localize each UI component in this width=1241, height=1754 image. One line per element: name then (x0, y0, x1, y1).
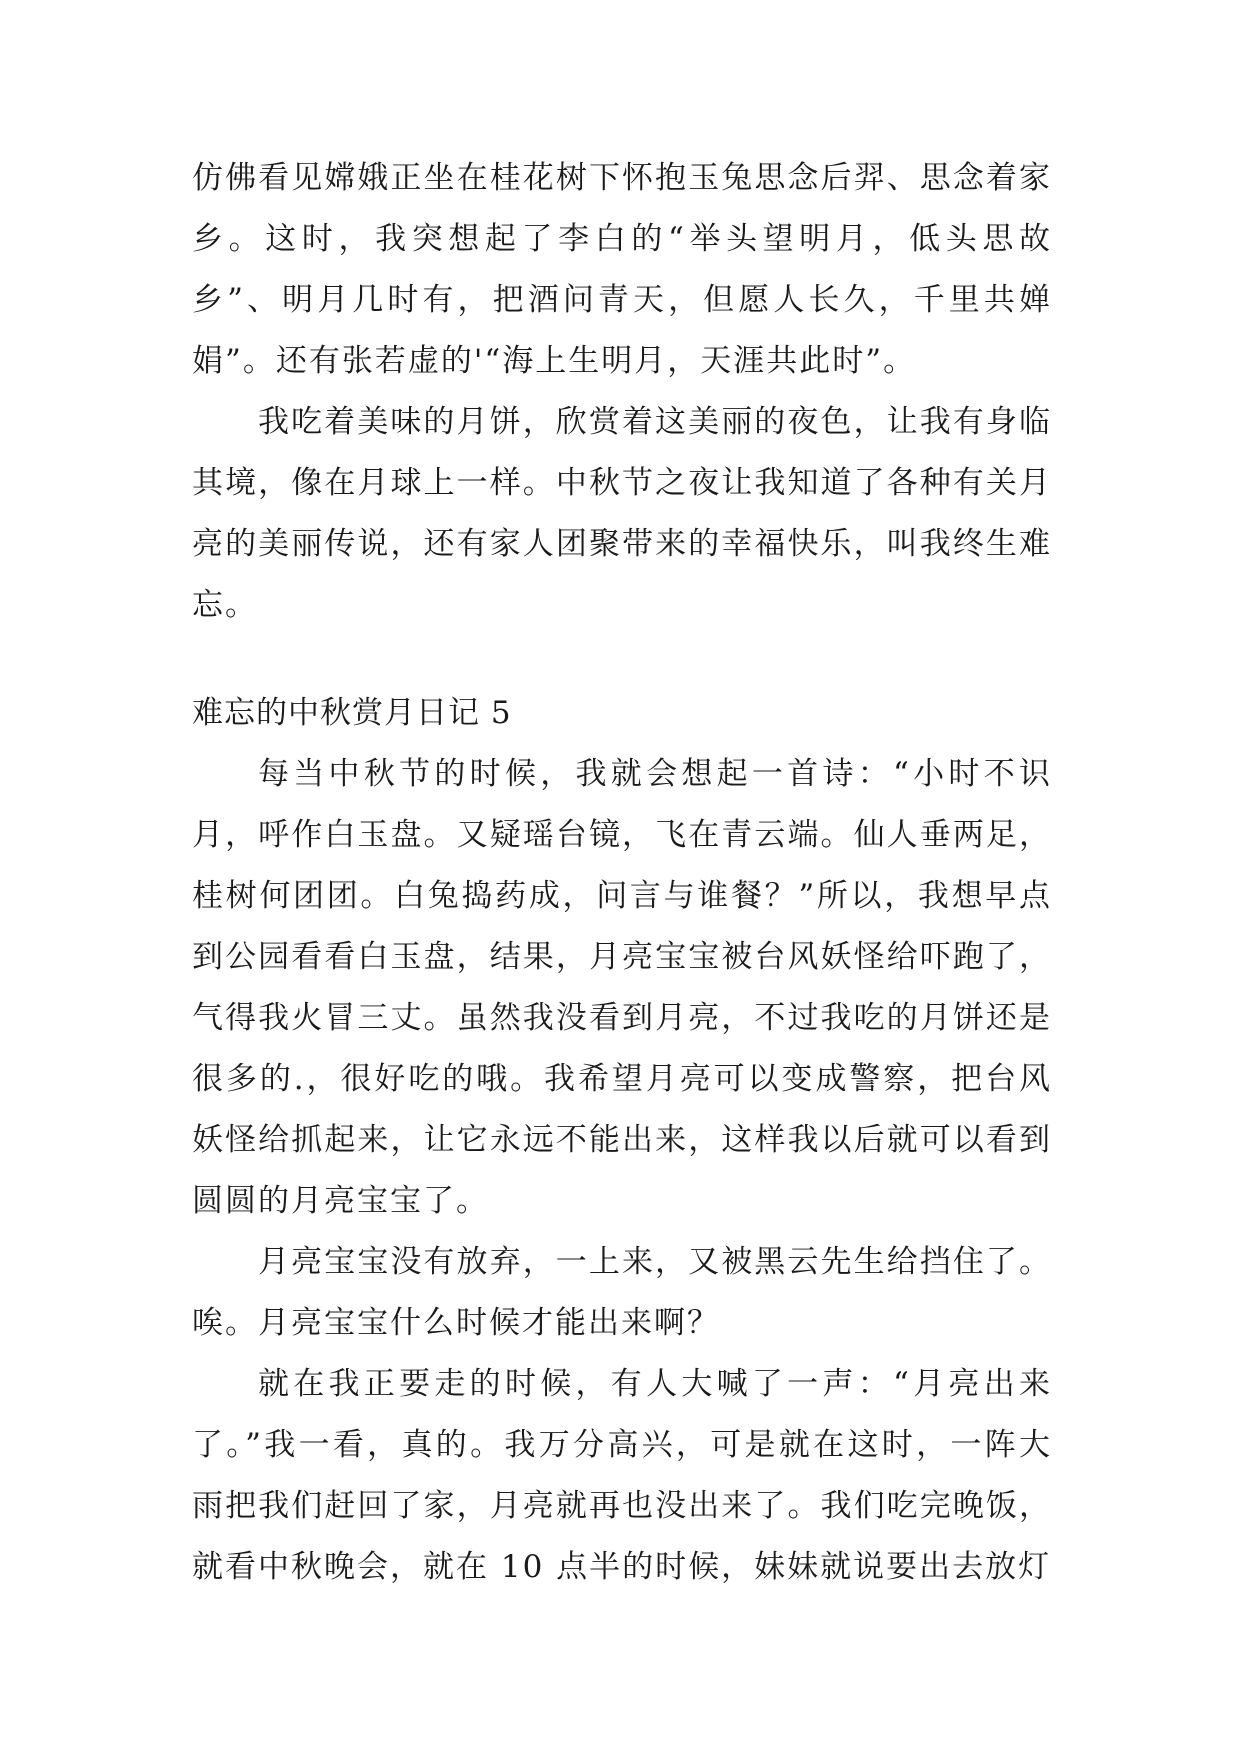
paragraph-2: 我吃着美味的月饼，欣赏着这美丽的夜色，让我有身临其境，像在月球上一样。中秋节之夜让我知道了各种有关月亮的美丽传说，还有家人团聚带来的幸福快乐，叫我终生难忘。 (192, 404, 1052, 623)
paragraph-4: 月亮宝宝没有放弃，一上来，又被黑云先生给挡住了。唉。月亮宝宝什么时候才能出来啊？ (192, 1244, 1052, 1341)
section-heading: 难忘的中秋赏月日记 5 (192, 695, 512, 731)
paragraph-3: 每当中秋节的时候，我就会想起一首诗：“小时不识月，呼作白玉盘。又疑瑶台镜，飞在青云端。仙人垂两足，桂树何团团。白兔捣药成，问言与谁餐？”所以，我想早点到公园看看白玉盘，结果，月亮宝宝被台风妖怪给吓跑了，气得我火冒三丈。虽然我没看到月亮，不过我吃的月饼还是很多的.，很好吃的哦。我希望月亮可以变成警察，把台风妖怪给抓起来，让它永远不能出来，这样我以后就可以看到圆圆的月亮宝宝了。 (192, 756, 1052, 1219)
paragraph-1: 仿佛看见嫦娥正坐在桂花树下怀抱玉兔思念后羿、思念着家乡。这时，我突想起了李白的“举头望明月，低头思故乡”、明月几时有，把酒问青天，但愿人长久，千里共婵娟”。还有张若虚的'“海上生明月，天涯共此时”。 (192, 160, 1052, 379)
paragraph-5: 就在我正要走的时候，有人大喊了一声：“月亮出来了。”我一看，真的。我万分高兴，可是就在这时，一阵大雨把我们赶回了家，月亮就再也没出来了。我们吃完晚饭，就看中秋晚会，就在 10 点半的时候，妹妹就说要出去放灯 (192, 1366, 1052, 1585)
